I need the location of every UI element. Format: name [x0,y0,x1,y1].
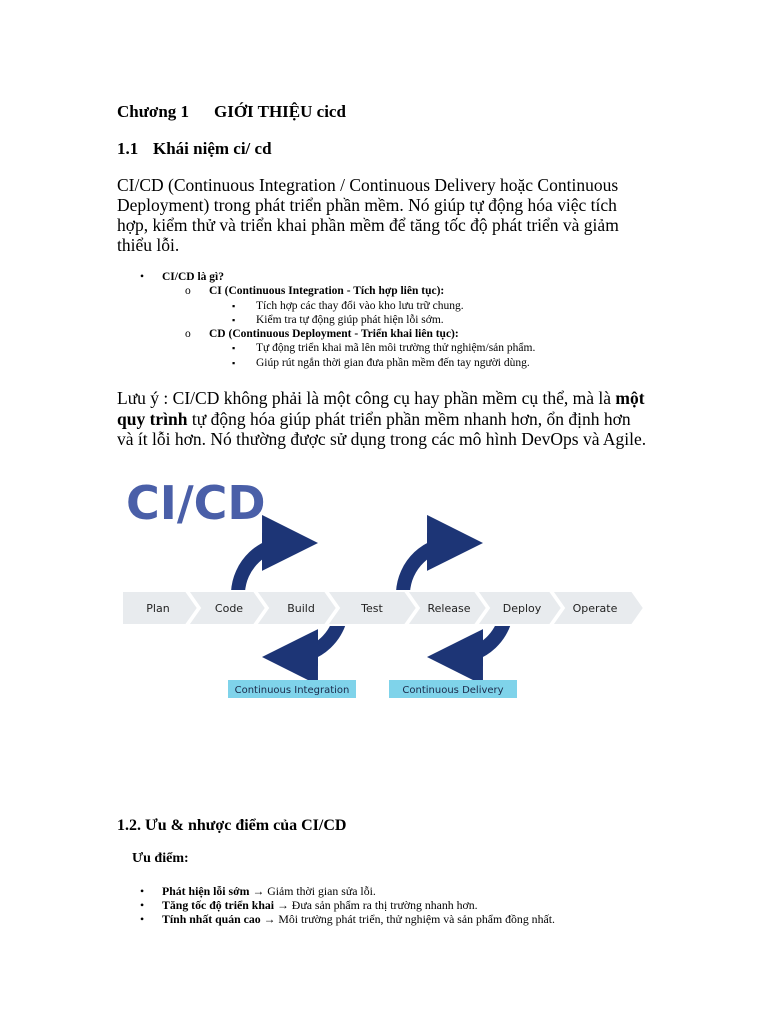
arrow-right-icon: → [263,912,276,926]
bullet-marker: • [140,898,145,912]
bullet-marker: • [140,884,145,898]
chapter-title: GIỚI THIỆU cicd [214,102,346,121]
stage-label-release: Release [427,602,471,615]
bullet-marker: o [185,285,191,298]
list-item-text: Giúp rút ngắn thời gian đưa phần mềm đến tay người dùng. [256,356,530,369]
list-item-text: CI (Continuous Integration - Tích hợp liên tục): [209,285,445,298]
note-emphasis: một quy trình [117,388,645,429]
list-item-cd [0,327,768,341]
list-item-text [162,884,376,898]
list-item-text: Tích hợp các thay đổi vào kho lưu trữ chung. [256,299,464,312]
advantages-list [0,884,768,926]
section-heading-1-1 [117,139,272,159]
stage-label-deploy: Deploy [502,602,542,615]
bullet-marker: ▪ [232,300,236,311]
list-item-text [162,898,478,912]
list-item [0,898,768,912]
list-item [0,912,768,926]
section-heading-1-2: 1.2. Ưu & nhược điểm của CI/CD [117,817,347,834]
stage-label-plan: Plan [146,602,170,615]
list-item [0,341,768,355]
bullet-marker: o [185,328,191,341]
ci-label: Continuous Integration [234,685,350,696]
advantage-description: Môi trường phát triển, thử nghiệm và sản phẩm đồng nhất. [278,912,555,926]
arrow-right-icon: → [252,884,265,898]
list-item [0,299,768,313]
cicd-pipeline-figure [118,467,650,727]
note-text-suffix: tự động hóa giúp phát triển phần mềm nhanh hơn, ổn định hơn và ít lỗi hơn. Nó thường được sử dụng trong các mô hình DevOps và Agile. [117,408,647,449]
list-item [0,884,768,898]
bullet-marker: ▪ [232,343,236,354]
stage-chevrons [122,591,644,625]
list-item-what-is [0,270,768,284]
stage-label-code: Code [214,602,244,615]
list-item-text: Tự động triển khai mã lên môi trường thử nghiệm/sản phẩm. [256,342,536,355]
bullet-marker: ▪ [232,357,236,368]
note-text-prefix: Lưu ý : CI/CD không phải là một công cụ hay phần mềm cụ thể, mà là [117,388,616,408]
figure-title: CI/CD [126,476,266,530]
advantages-heading: Ưu điểm: [132,851,189,866]
section-number: 1.1 [117,139,139,158]
bullet-marker: • [140,912,145,926]
advantage-title: Phát hiện lỗi sớm [162,884,250,898]
chapter-heading [117,102,346,122]
section-title: Khái niệm ci/ cd [153,139,272,158]
advantage-description: Giảm thời gian sửa lỗi. [267,884,376,898]
definition-list [0,270,768,370]
list-item [0,356,768,370]
list-item [0,313,768,327]
intro-paragraph: CI/CD (Continuous Integration / Continuous Delivery hoặc Continuous Deployment) trong phát triển phần mềm. Nó giúp tự động hóa việc tích hợp, kiểm thử và triển khai phần mềm để tăng tốc độ phát triển và giảm thiểu lỗi. [117,175,619,255]
cicd-diagram [118,467,650,727]
stage-label-operate: Operate [572,602,618,615]
advantage-title: Tính nhất quán cao [162,912,261,926]
list-item-ci [0,284,768,298]
bullet-marker: ▪ [232,314,236,325]
stage-label-test: Test [361,602,383,615]
advantage-title: Tăng tốc độ triển khai [162,898,275,912]
list-item-text: CD (Continuous Deployment - Triển khai liên tục): [209,328,459,341]
list-item-text: Kiểm tra tự động giúp phát hiện lỗi sớm. [256,313,444,326]
arrow-right-icon: → [277,898,289,912]
cd-label: Continuous Delivery [402,685,504,696]
list-item-text: CI/CD là gì? [162,271,224,283]
advantage-description: Đưa sản phẩm ra thị trường nhanh hơn. [291,898,478,912]
chapter-number: Chương 1 [117,102,190,121]
stage-label-build: Build [287,602,315,615]
note-paragraph [117,388,647,450]
bullet-marker: • [140,271,145,283]
list-item-text [162,912,555,926]
